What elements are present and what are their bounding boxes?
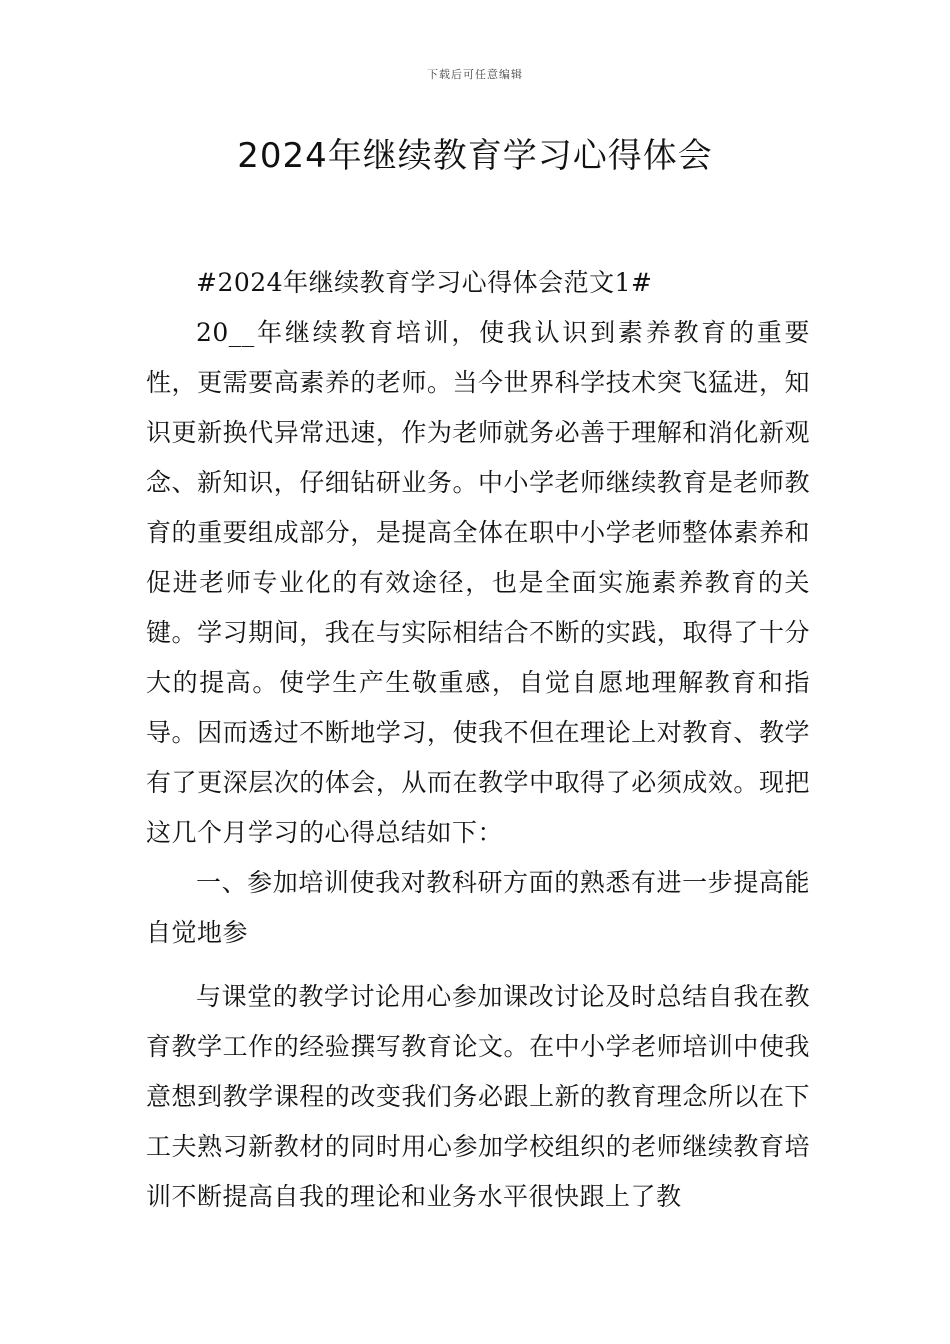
document-title: 2024年继续教育学习心得体会 [237,136,713,176]
paragraph-heading: #2024年继续教育学习心得体会范文1# [196,268,653,297]
paragraph-3: 与课堂的教学讨论用心参加课改讨论及时总结自我在教育教学工作的经验撰写教育论文。在中小学老师培训中使我意想到教学课程的改变我们务必跟上新的教育理念所以在下工夫熟习新教材的同时用心参加学校组织的老师继续教育培训不断提高自我的理论和业务水平很快跟上了教 [146,982,810,1211]
document-body [146,258,810,1222]
header-note: 下载后可任意编辑 [427,68,523,81]
paragraph-2: 一、参加培训使我对教科研方面的熟悉有进一步提高能自觉地参 [146,868,810,947]
paragraph-1: 20__年继续教育培训，使我认识到素养教育的重要性，更需要高素养的老师。当今世界科学技术突飞猛进，知识更新换代异常迅速，作为老师就务必善于理解和消化新观念、新知识，仔细钻研业务。中小学老师继续教育是老师教育的重要组成部分，是提高全体在职中小学老师整体素养和促进老师专业化的有效途径，也是全面实施素养教育的关键。学习期间，我在与实际相结合不断的实践，取得了十分大的提高。使学生产生敬重感，自觉自愿地理解教育和指导。因而透过不断地学习，使我不但在理论上对教育、教学有了更深层次的体会，从而在教学中取得了必须成效。现把这几个月学习的心得总结如下： [146,318,810,847]
